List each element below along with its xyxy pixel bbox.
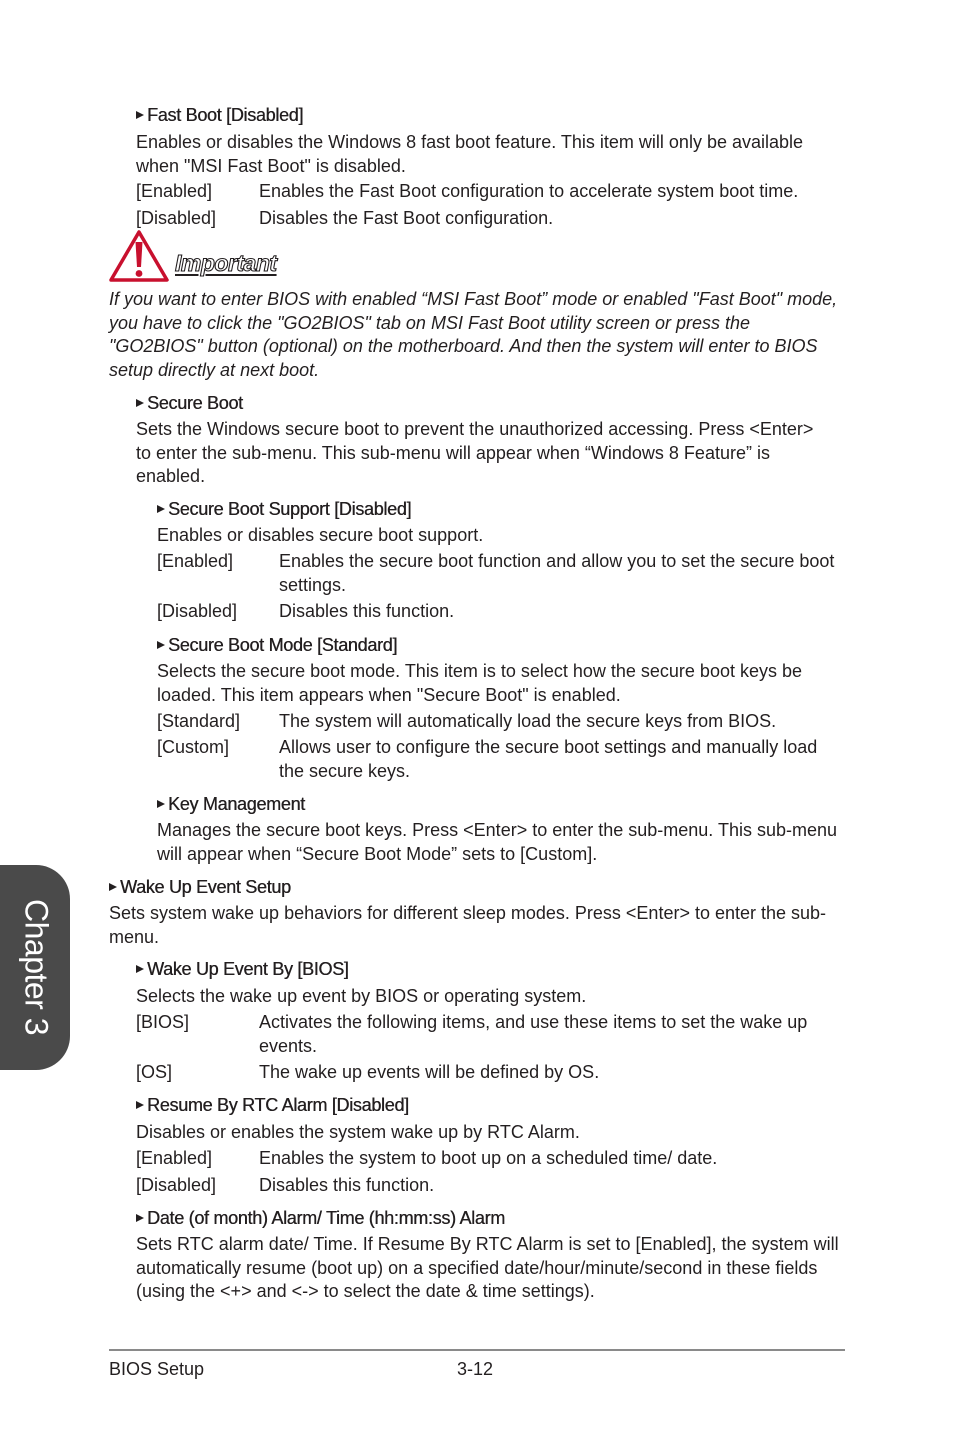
option-key: [Enabled] [136,1148,213,1168]
important-note-text: If you want to enter BIOS with enabled “MSI Fast Boot” mode or enabled "Fast Boot" mode, you have to click the "GO2BIOS" tab on MSI Fast Boot utility screen or press the "GO2BIOS" button (optional) on the motherboard. And then the system will enter to BIOS setup directly at next boot. [109,289,838,381]
option-key: [Disabled] [157,601,238,621]
important-title: Important [175,250,277,276]
option-description: Enables the secure boot function and allow you to set the secure boot settings. [279,551,835,595]
option-key: [BIOS] [136,1012,190,1032]
key-management-heading: Key Management [157,793,305,816]
option-description: The wake up events will be defined by OS. [259,1062,600,1082]
option-key: [Disabled] [136,208,217,228]
secure-boot-description: Sets the Windows secure boot to prevent the unauthorized accessing. Press <Enter> to enter the sub-menu. This sub-menu will appear when “Windows 8 Feature” is enabled. [136,419,814,486]
triangle-bullet-icon [157,505,165,513]
wake-up-event-setup-description: Sets system wake up behaviors for different sleep modes. Press <Enter> to enter the sub-menu. [109,903,827,947]
triangle-bullet-icon [136,1101,144,1109]
footer-section-title: BIOS Setup [109,1359,205,1379]
secure-boot-mode-description: Selects the secure boot mode. This item is to select how the secure boot keys be loaded. This item appears when "Secure Boot" is enabled. [157,661,803,705]
triangle-bullet-icon [136,111,144,119]
triangle-bullet-icon [109,883,117,891]
triangle-bullet-icon [157,800,165,808]
option-description: Enables the system to boot up on a scheduled time/ date. [259,1148,718,1168]
option-key: [Disabled] [136,1175,217,1195]
option-key: [Enabled] [136,181,213,201]
wake-up-event-by-heading: Wake Up Event By [BIOS] [136,958,349,981]
date-alarm-description: Sets RTC alarm date/ Time. If Resume By RTC Alarm is set to [Enabled], the system will automatically resume (boot up) on a specified date/hour/minute/second in these fields (using the <+> and <-> to select the date & time settings). [136,1234,839,1301]
chapter-side-tab [0,865,70,1070]
fast-boot-description: Enables or disables the Windows 8 fast boot feature. This item will only be available when "MSI Fast Boot" is disabled. [136,132,804,176]
resume-by-rtc-description: Disables or enables the system wake up by RTC Alarm. [136,1122,580,1142]
wake-up-event-by-description: Selects the wake up event by BIOS or operating system. [136,986,587,1006]
triangle-bullet-icon [136,399,144,407]
footer-rule [109,1349,845,1351]
warning-triangle-icon [108,229,170,283]
option-description: Disables this function. [279,601,455,621]
fast-boot-heading: Fast Boot [Disabled] [136,104,303,127]
triangle-bullet-icon [136,1214,144,1222]
triangle-bullet-icon [157,641,165,649]
option-key: [Enabled] [157,551,234,571]
wake-up-event-setup-heading: Wake Up Event Setup [109,876,291,899]
option-description: Enables the Fast Boot configuration to accelerate system boot time. [259,181,799,201]
chapter-label: Chapter 3 [18,898,55,1036]
option-description: Activates the following items, and use these items to set the wake up events. [259,1012,808,1056]
secure-boot-heading: Secure Boot [136,392,243,415]
secure-boot-mode-heading: Secure Boot Mode [Standard] [157,634,397,657]
option-description: Disables the Fast Boot configuration. [259,208,554,228]
key-management-description: Manages the secure boot keys. Press <Enter> to enter the sub-menu. This sub-menu will appear when “Secure Boot Mode” sets to [Custom]. [157,820,838,864]
option-key: [Custom] [157,737,230,757]
secure-boot-support-heading: Secure Boot Support [Disabled] [157,498,411,521]
date-alarm-heading: Date (of month) Alarm/ Time (hh:mm:ss) Alarm [136,1207,505,1230]
option-description: Allows user to configure the secure boot settings and manually load the secure keys. [279,737,818,781]
option-description: The system will automatically load the secure keys from BIOS. [279,711,777,731]
page-number: 3-12 [457,1359,494,1379]
option-description: Disables this function. [259,1175,435,1195]
option-key: [OS] [136,1062,173,1082]
triangle-bullet-icon [136,965,144,973]
resume-by-rtc-heading: Resume By RTC Alarm [Disabled] [136,1094,409,1117]
secure-boot-support-description: Enables or disables secure boot support. [157,525,484,545]
option-key: [Standard] [157,711,241,731]
